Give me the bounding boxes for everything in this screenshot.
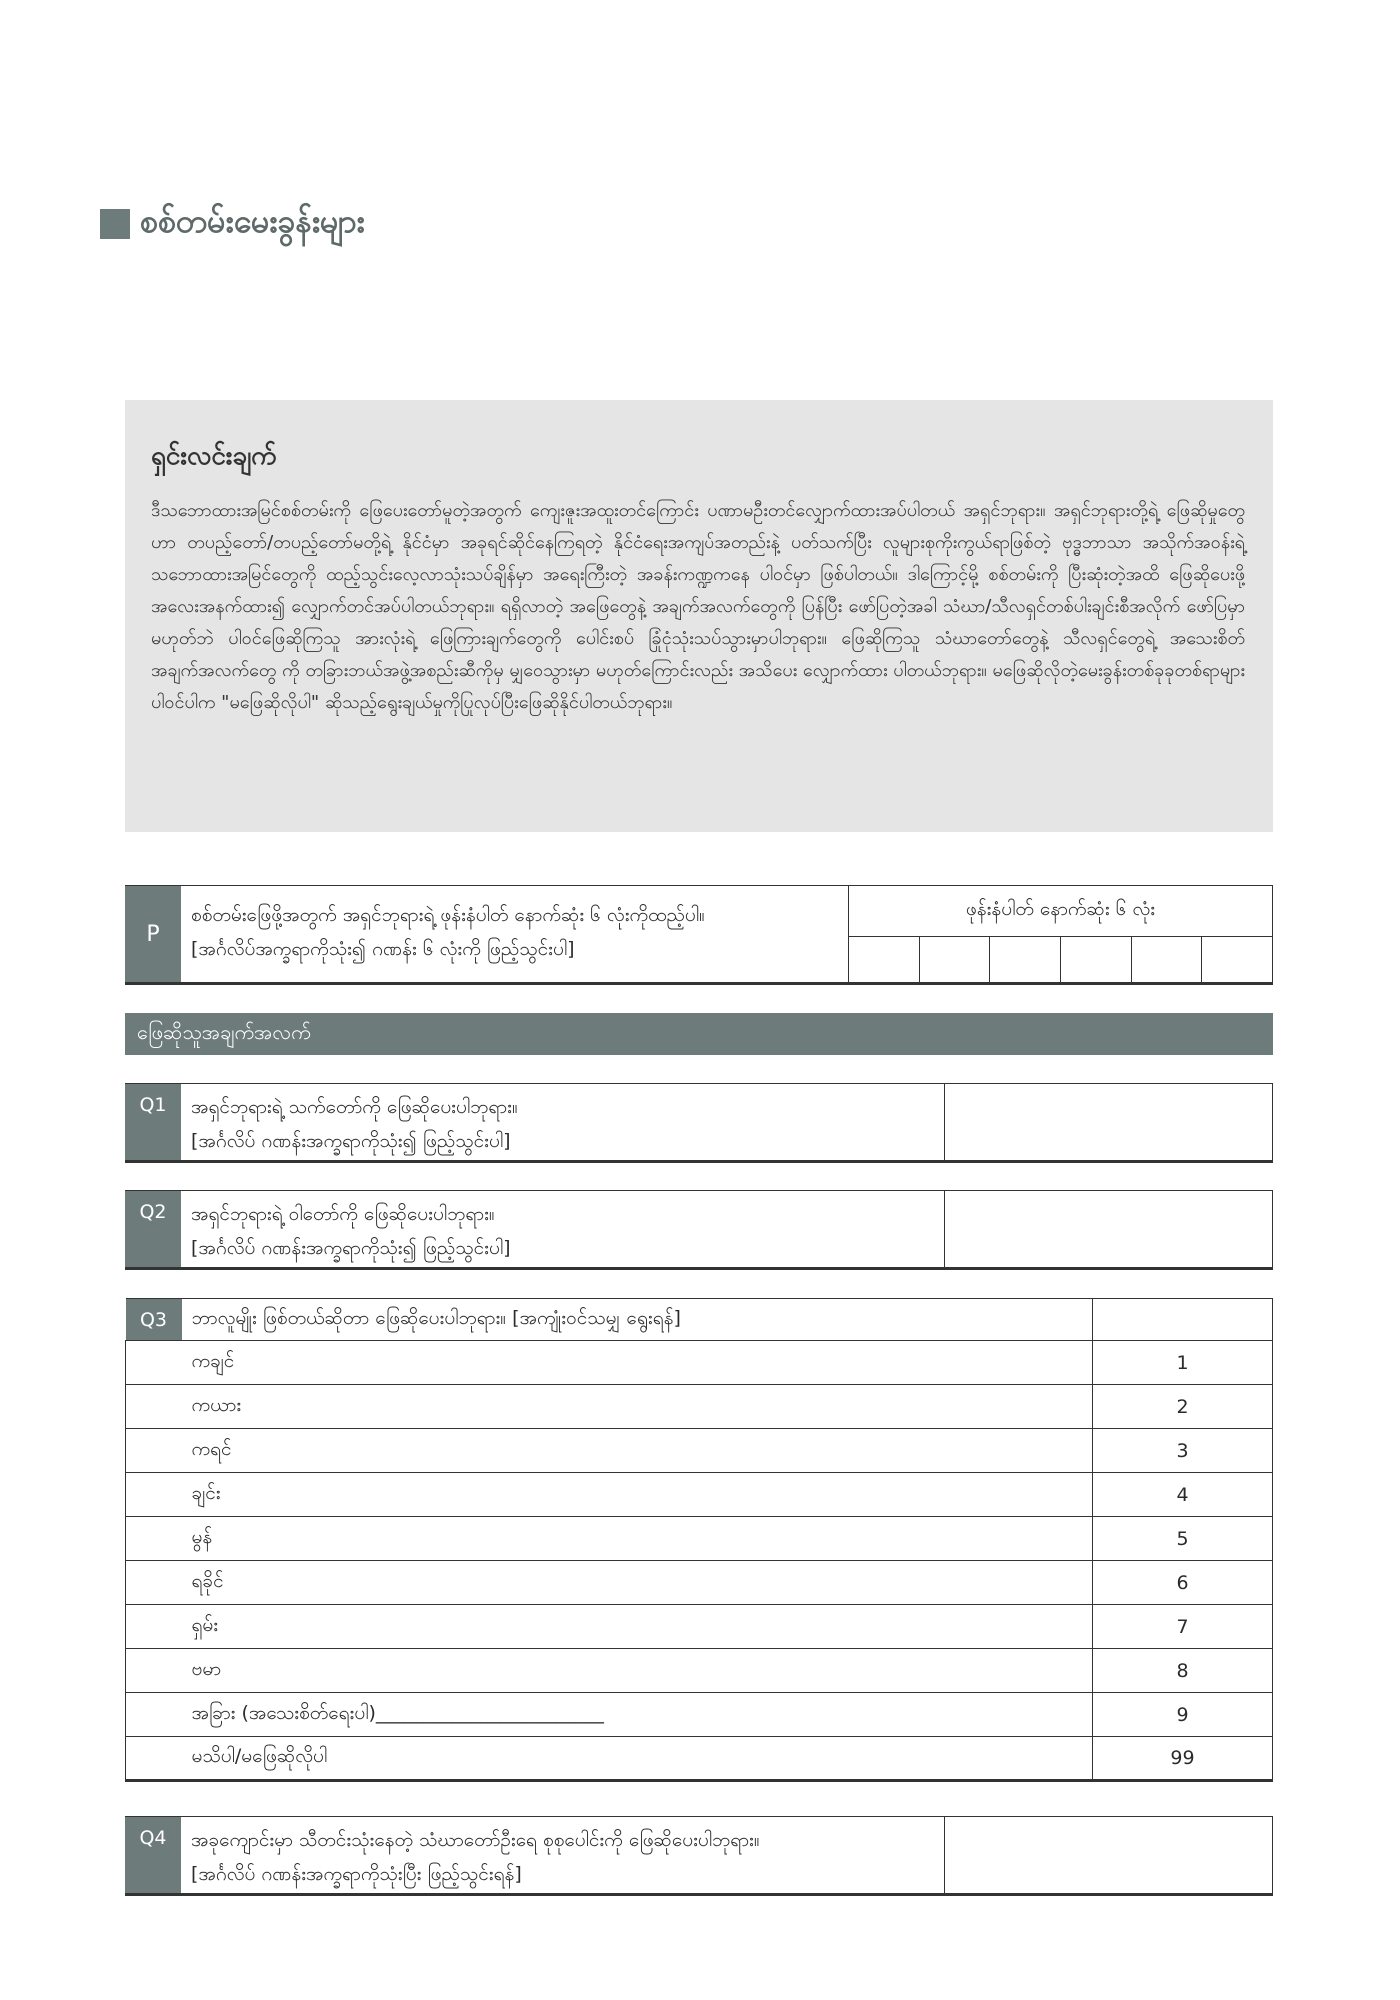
question-q1-line1: အရှင်ဘုရားရဲ့ သက်တော်ကို ဖြေဆိုပေးပါဘုရား။ bbox=[191, 1096, 518, 1118]
q3-option-row[interactable] bbox=[126, 1429, 1273, 1473]
q3-option-code[interactable]: 4 bbox=[1093, 1473, 1273, 1517]
q3-option-row[interactable] bbox=[126, 1737, 1273, 1781]
question-p-line1: စစ်တမ်းဖြေဖို့အတွက် အရှင်ဘုရားရဲ့ ဖုန်းနံပါတ် နောက်ဆုံး ၆ လုံးကိုထည့်ပါ။ bbox=[191, 904, 705, 926]
heading-square-icon bbox=[100, 209, 130, 239]
question-q4-label: Q4 bbox=[125, 1817, 181, 1893]
q3-option-code[interactable]: 5 bbox=[1093, 1517, 1273, 1561]
phone-digit-cells bbox=[849, 937, 1272, 982]
question-q1-label: Q1 bbox=[125, 1084, 181, 1160]
question-p-text bbox=[181, 886, 848, 982]
phone-digits-header: ဖုန်းနံပါတ် နောက်ဆုံး ၆ လုံး bbox=[849, 886, 1272, 937]
q3-option-row[interactable] bbox=[126, 1693, 1273, 1737]
q3-option-text: ကယား bbox=[182, 1385, 1093, 1429]
question-q1-answer-field[interactable] bbox=[944, 1084, 1272, 1160]
question-q4 bbox=[125, 1816, 1273, 1896]
q3-option-row[interactable] bbox=[126, 1473, 1273, 1517]
q3-option-text: ကရင် bbox=[182, 1429, 1093, 1473]
phone-digit-cell-1[interactable] bbox=[849, 937, 919, 982]
q3-option-row[interactable] bbox=[126, 1649, 1273, 1693]
question-q4-answer-field[interactable] bbox=[944, 1817, 1272, 1893]
q3-option-code[interactable]: 9 bbox=[1093, 1693, 1273, 1737]
phone-digit-cell-3[interactable] bbox=[989, 937, 1060, 982]
phone-digit-cell-5[interactable] bbox=[1131, 937, 1202, 982]
q3-option-row[interactable] bbox=[126, 1385, 1273, 1429]
q3-option-code[interactable]: 7 bbox=[1093, 1605, 1273, 1649]
question-q3-label: Q3 bbox=[126, 1299, 182, 1341]
q3-option-code[interactable]: 99 bbox=[1093, 1737, 1273, 1781]
question-q2-answer-field[interactable] bbox=[944, 1191, 1272, 1267]
intro-title: ရှင်းလင်းချက် bbox=[151, 441, 277, 471]
question-q1-text bbox=[181, 1084, 944, 1160]
question-p-label: P bbox=[125, 886, 181, 982]
question-q2 bbox=[125, 1190, 1273, 1270]
q3-option-text: အခြား (အသေးစိတ်ရေးပါ)________________________ bbox=[182, 1693, 1093, 1737]
q3-option-code[interactable]: 2 bbox=[1093, 1385, 1273, 1429]
q3-option-row[interactable] bbox=[126, 1341, 1273, 1385]
q3-option-code[interactable]: 1 bbox=[1093, 1341, 1273, 1385]
q3-option-row[interactable] bbox=[126, 1561, 1273, 1605]
q3-option-code[interactable]: 8 bbox=[1093, 1649, 1273, 1693]
question-q2-line2: [အင်္ဂလိပ် ဂဏန်းအက္ခရာကိုသုံး၍ ဖြည့်သွင်းပါ] bbox=[191, 1237, 511, 1259]
question-q1 bbox=[125, 1083, 1273, 1163]
q3-option-text: မွန် bbox=[182, 1517, 1093, 1561]
question-q4-line2: [အင်္ဂလိပ် ဂဏန်းအက္ခရာကိုသုံးပြီး ဖြည့်သွင်းရန်] bbox=[191, 1863, 522, 1885]
question-q4-text bbox=[181, 1817, 944, 1893]
respondent-info-header: ဖြေဆိုသူအချက်အလက် bbox=[125, 1013, 1273, 1055]
q3-option-code[interactable]: 6 bbox=[1093, 1561, 1273, 1605]
q3-option-code[interactable]: 3 bbox=[1093, 1429, 1273, 1473]
question-p bbox=[125, 885, 1273, 985]
question-q3-code-header bbox=[1093, 1299, 1273, 1341]
page-title: စစ်တမ်းမေးခွန်းများ bbox=[140, 202, 365, 240]
section-heading bbox=[100, 200, 365, 248]
question-q3-header-row bbox=[126, 1299, 1273, 1341]
question-q2-label: Q2 bbox=[125, 1191, 181, 1267]
phone-digit-cell-6[interactable] bbox=[1201, 937, 1272, 982]
phone-digit-cell-2[interactable] bbox=[919, 937, 990, 982]
question-p-line2: [အင်္ဂလိပ်အက္ခရာကိုသုံး၍ ဂဏန်း ၆ လုံးကို ဖြည့်သွင်းပါ] bbox=[191, 938, 575, 960]
q3-option-text: ဗမာ bbox=[182, 1649, 1093, 1693]
q3-option-row[interactable] bbox=[126, 1605, 1273, 1649]
question-q1-line2: [အင်္ဂလိပ် ဂဏန်းအက္ခရာကိုသုံး၍ ဖြည့်သွင်းပါ] bbox=[191, 1130, 511, 1152]
question-q3-text: ဘာလူမျိုး ဖြစ်တယ်ဆိုတာ ဖြေဆိုပေးပါဘုရား။ [အကျုံးဝင်သမျှ ရွေးရန်] bbox=[182, 1299, 1093, 1341]
q3-option-row[interactable] bbox=[126, 1517, 1273, 1561]
q3-option-text: ရခိုင် bbox=[182, 1561, 1093, 1605]
intro-body: ဒီသဘောထားအမြင်စစ်တမ်းကို ဖြေပေးတော်မူတဲ့အတွက် ကျေးဇူးအထူးတင်ကြောင်း ပဏာမဦးတင်လျှောက်ထားအပ်ပါတယ် အရှင်ဘုရား။ အရှင်ဘုရားတို့ရဲ့ ဖြေဆိုမှုတွေဟာ တပည့်တော်/တပည့်တော်မတို့ရဲ့ နိုင်ငံမှာ အခုရင်ဆိုင်နေကြရတဲ့ နိုင်ငံရေးအကျပ်အတည်းနဲ့ ပတ်သက်ပြီး လူများစုကိုးကွယ်ရာဖြစ်တဲ့ ဗုဒ္ဓဘာသာ အသိုက်အဝန်းရဲ့ သဘောထားအမြင်တွေကို ထည့်သွင်းလေ့လာသုံးသပ်ချိန်မှာ အရေးကြီးတဲ့ အခန်းကဏ္ဍကနေ ပါဝင်မှာ ဖြစ်ပါတယ်။ ဒါကြောင့်မို့ စစ်တမ်းကို ပြီးဆုံးတဲ့အထိ ဖြေဆိုပေးဖို့ အလေးအနက်ထား၍ လျှောက်တင်အပ်ပါတယ်ဘုရား။ ရရှိလာတဲ့ အဖြေတွေနဲ့ အချက်အလက်တွေကို ပြန်ပြီး ဖော်ပြတဲ့အခါ သံဃာ/သီလရှင်တစ်ပါးချင်းစီအလိုက် ဖော်ပြမှာမဟုတ်ဘဲ ပါဝင်ဖြေဆိုကြသူ အားလုံးရဲ့ ဖြေကြားချက်တွေကို ပေါင်းစပ် ခြုံငုံသုံးသပ်သွားမှာပါဘုရား။ ဖြေဆိုကြသူ သံဃာတော်တွေနဲ့ သီလရှင်တွေရဲ့ အသေးစိတ် အချက်အလက်တွေ ကို တခြားဘယ်အဖွဲ့အစည်းဆီကိုမှ မျှဝေသွားမှာ မဟုတ်ကြောင်းလည်း အသိပေး လျှောက်ထား ပါတယ်ဘုရား။ မဖြေဆိုလိုတဲ့မေးခွန်းတစ်ခုခုတစ်ရာများပါဝင်ပါက "မဖြေဆိုလိုပါ" ဆိုသည့်ရွေးချယ်မှုကိုပြုလုပ်ပြီးဖြေဆိုနိုင်ပါတယ်ဘုရား။ bbox=[151, 500, 1245, 713]
question-q4-line1: အခုကျောင်းမှာ သီတင်းသုံးနေတဲ့ သံဃာတော်ဦးရေ စုစုပေါင်းကို ဖြေဆိုပေးပါဘုရား။ bbox=[191, 1829, 760, 1851]
phone-digits-box bbox=[848, 886, 1272, 982]
question-q2-line1: အရှင်ဘုရားရဲ့ ဝါတော်ကို ဖြေဆိုပေးပါဘုရား။ bbox=[191, 1203, 495, 1225]
question-q3-table bbox=[125, 1298, 1273, 1782]
q3-option-text: ကချင် bbox=[182, 1341, 1093, 1385]
question-q2-text bbox=[181, 1191, 944, 1267]
q3-option-text: ရှမ်း bbox=[182, 1605, 1093, 1649]
q3-option-text: ချင်း bbox=[182, 1473, 1093, 1517]
intro-box bbox=[125, 400, 1273, 832]
phone-digit-cell-4[interactable] bbox=[1060, 937, 1131, 982]
q3-option-text: မသိပါ/မဖြေဆိုလိုပါ bbox=[182, 1737, 1093, 1781]
